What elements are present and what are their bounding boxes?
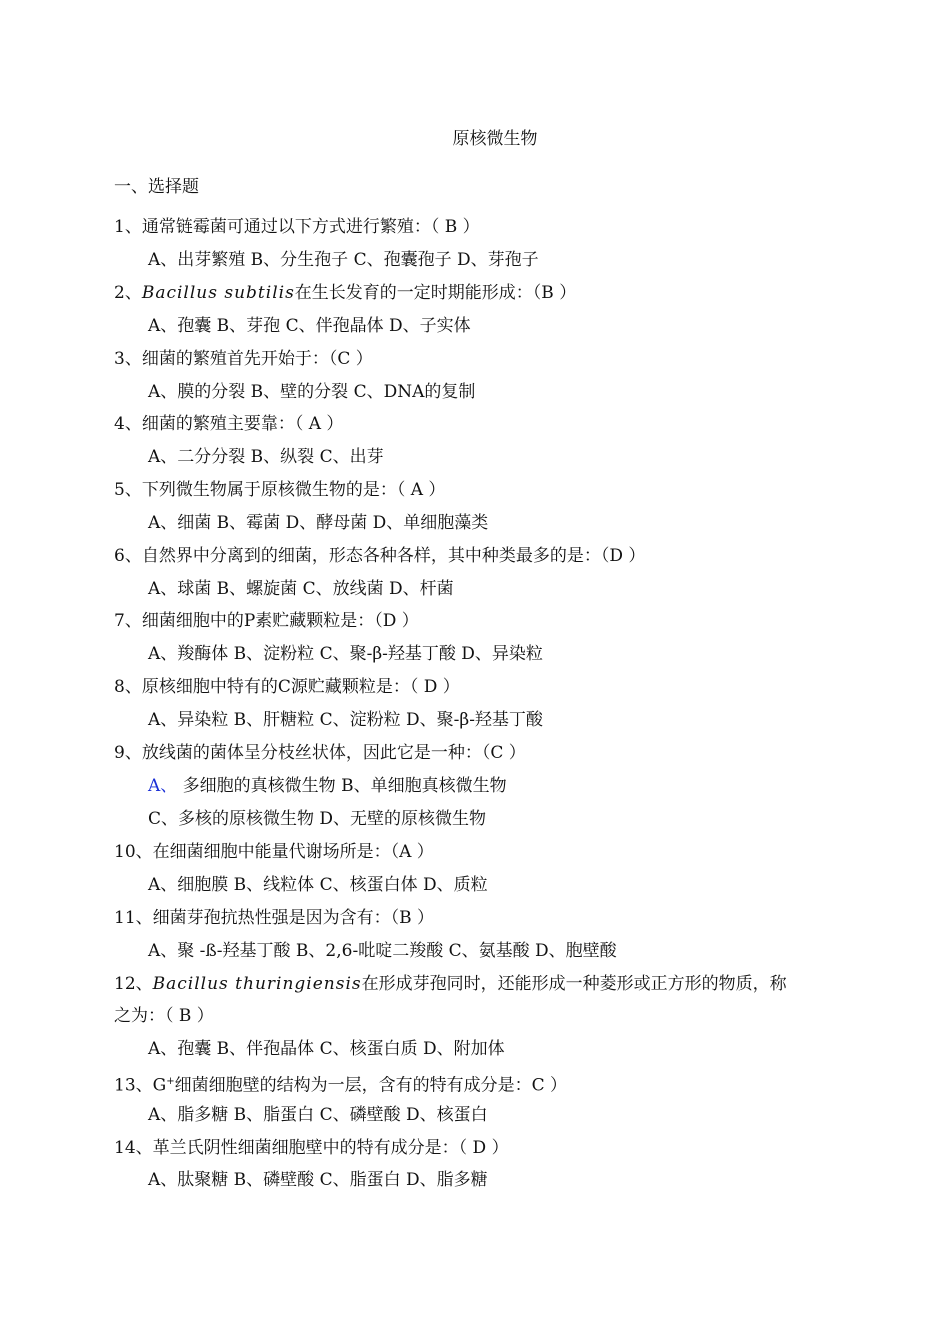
question-14: 14、革兰氏阴性细菌细胞壁中的特有成分是：（ D ）: [114, 1138, 509, 1158]
question-12: [114, 972, 787, 996]
section-heading: 一、选择题: [114, 177, 199, 197]
question-1: 1、通常链霉菌可通过以下方式进行繁殖：（ B ）: [114, 217, 480, 237]
options-7: A、羧酶体 B、淀粉粒 C、聚-β-羟基丁酸 D、异染粒: [148, 644, 543, 664]
question-12-cont: 之为：（ B ）: [114, 1006, 214, 1026]
question-13: [114, 1070, 567, 1098]
options-8: A、异染粒 B、肝糖粒 C、淀粉粒 D、聚-β-羟基丁酸: [148, 710, 543, 730]
page-title: 原核微生物: [452, 129, 538, 149]
options-12: A、孢囊 B、伴孢晶体 C、核蛋白质 D、附加体: [148, 1039, 505, 1059]
q-number: 13、G: [114, 1075, 167, 1096]
options-10: A、细胞膜 B、线粒体 C、核蛋白体 D、质粒: [148, 875, 488, 895]
q-number: 12、: [114, 974, 153, 994]
q-number: 2、: [114, 283, 142, 303]
options-2: A、孢囊 B、芽孢 C、伴孢晶体 D、子实体: [148, 316, 471, 336]
species-name: Bacillus subtilis: [141, 283, 295, 303]
question-4: 4、细菌的繁殖主要靠：（ A ）: [114, 414, 344, 434]
options-13: A、脂多糖 B、脂蛋白 C、磷壁酸 D、核蛋白: [148, 1105, 488, 1125]
question-10: 10、在细菌细胞中能量代谢场所是：（A ）: [114, 842, 434, 862]
q-text: 在生长发育的一定时期能形成：（B ）: [294, 283, 577, 303]
options-3: A、膜的分裂 B、壁的分裂 C、DNA的复制: [148, 382, 476, 402]
options-4: A、二分分裂 B、纵裂 C、出芽: [148, 447, 384, 467]
question-5: 5、下列微生物属于原核微生物的是：（ A ）: [114, 480, 446, 500]
options-6: A、球菌 B、螺旋菌 C、放线菌 D、杆菌: [148, 579, 454, 599]
options-11: A、聚 -ß-羟基丁酸 B、2,6-吡啶二羧酸 C、氨基酸 D、胞壁酸: [148, 941, 617, 961]
superscript-plus: +: [166, 1076, 175, 1087]
options-1: A、出芽繁殖 B、分生孢子 C、孢囊孢子 D、芽孢子: [148, 250, 539, 270]
options-5: A、细菌 B、霉菌 D、酵母菌 D、单细胞藻类: [148, 513, 489, 533]
q-text: 在形成芽孢同时，还能形成一种菱形或正方形的物质，称: [361, 974, 787, 994]
question-11: 11、细菌芽孢抗热性强是因为含有：（B ）: [114, 908, 435, 928]
options-14: A、肽聚糖 B、磷壁酸 C、脂蛋白 D、脂多糖: [148, 1170, 488, 1190]
question-8: 8、原核细胞中特有的C源贮藏颗粒是：（ D ）: [114, 677, 460, 697]
option-text: 多细胞的真核微生物 B、单细胞真核微生物: [177, 776, 507, 796]
options-9b: C、多核的原核微生物 D、无壁的原核微生物: [148, 809, 487, 829]
q-text: 细菌细胞壁的结构为一层，含有的特有成分是：C ）: [174, 1075, 568, 1096]
option-label-a: A、: [148, 776, 178, 796]
question-2: [114, 281, 576, 305]
question-6: 6、自然界中分离到的细菌，形态各种各样，其中种类最多的是：（D ）: [114, 546, 646, 566]
options-9a: [148, 774, 507, 798]
species-name: Bacillus thuringiensis: [152, 974, 362, 994]
question-3: 3、细菌的繁殖首先开始于：（C ）: [114, 349, 373, 369]
question-7: 7、细菌细胞中的P素贮藏颗粒是：（D ）: [114, 611, 419, 631]
question-9: 9、放线菌的菌体呈分枝丝状体，因此它是一种：（C ）: [114, 743, 526, 763]
